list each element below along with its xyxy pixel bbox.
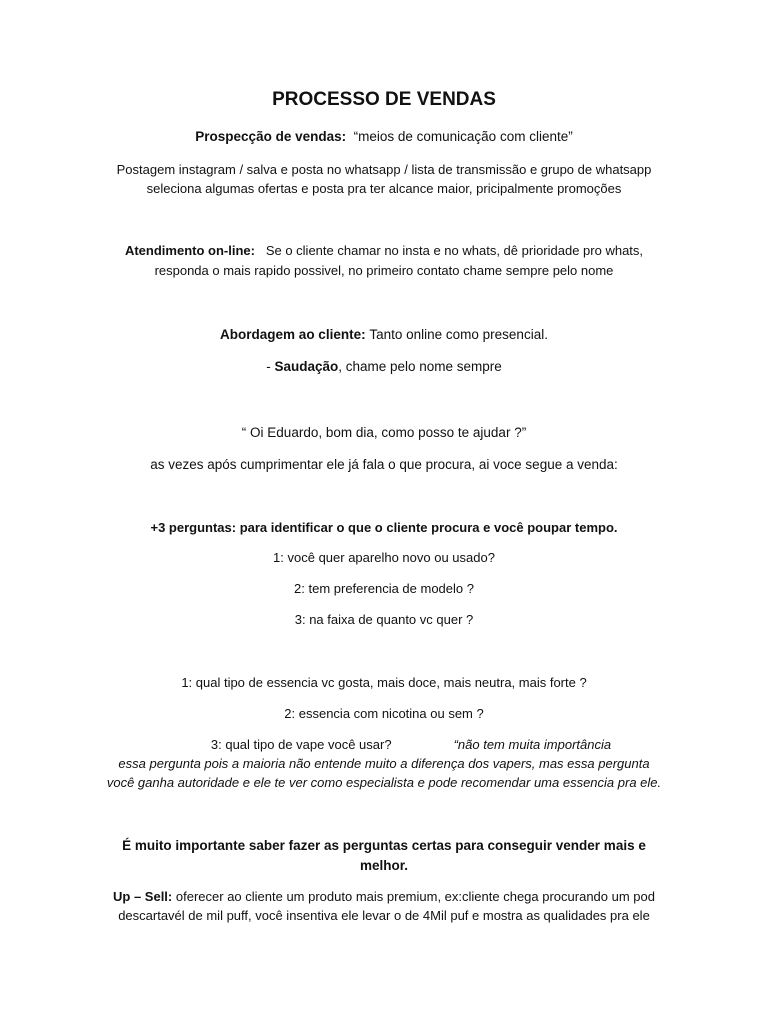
pergunta-2-3: 3: qual tipo de vape você usar?	[210, 737, 392, 752]
pergunta-note-2: essa pergunta pois a maioria não entende muito a diferença dos vapers, mas essa pergunta	[118, 756, 650, 771]
pergunta-note-3: você ganha autoridade e ele te ver como especialista e pode recomendar uma essencia pra ele.	[106, 775, 662, 790]
saudacao-label: Saudação	[274, 359, 339, 374]
atendimento-line-1	[0, 242, 768, 260]
pergunta-1-3: 3: na faixa de quanto vc quer ?	[294, 612, 474, 627]
upsell-label: Up – Sell:	[113, 889, 173, 904]
pergunta-2-3-row	[0, 736, 768, 754]
saudacao-line	[0, 358, 768, 376]
atendimento-label: Atendimento on-line:	[124, 243, 255, 258]
pergunta-2-1: 1: qual tipo de essencia vc gosta, mais doce, mais neutra, mais forte ?	[181, 675, 587, 690]
abordagem-label: Abordagem ao cliente:	[220, 327, 366, 342]
upsell-line-1	[0, 888, 768, 906]
pergunta-1-1: 1: você quer aparelho novo ou usado?	[273, 550, 495, 565]
prospeccao-line-1: Postagem instagram / salva e posta no whatsapp / lista de transmissão e grupo de whatsapp	[116, 162, 652, 177]
pergunta-2-2: 2: essencia com nicotina ou sem ?	[284, 706, 484, 721]
prospeccao-heading	[0, 128, 768, 146]
abordagem-text: Tanto online como presencial.	[369, 327, 548, 342]
abordagem-heading	[0, 326, 768, 344]
saudacao-prefix: -	[266, 359, 275, 374]
pergunta-1-2: 2: tem preferencia de modelo ?	[294, 581, 474, 596]
atendimento-line-2: responda o mais rapido possivel, no primeiro contato chame sempre pelo nome	[154, 263, 614, 278]
page-title: PROCESSO DE VENDAS	[272, 89, 496, 110]
abordagem-after: as vezes após cumprimentar ele já fala o que procura, ai voce segue a venda:	[150, 457, 618, 472]
importante-line-2: melhor.	[359, 858, 408, 873]
perguntas-heading: +3 perguntas: para identificar o que o cliente procura e você poupar tempo.	[150, 520, 618, 535]
upsell-line-2: descartavél de mil puff, você insentiva ele levar o de 4Mil puf e mostra as qualidades pra ele	[118, 908, 650, 923]
upsell-text: oferecer ao cliente um produto mais premium, ex:cliente chega procurando um pod	[175, 889, 655, 904]
atendimento-text: Se o cliente chamar no insta e no whats, dê prioridade pro whats,	[265, 243, 644, 258]
saudacao-text: , chame pelo nome sempre	[338, 359, 502, 374]
prospeccao-quote: “meios de comunicação com cliente”	[353, 129, 573, 144]
importante-line-1: É muito importante saber fazer as perguntas certas para conseguir vender mais e	[122, 838, 646, 853]
greeting-example: “ Oi Eduardo, bom dia, como posso te ajudar ?”	[241, 425, 527, 440]
prospeccao-label: Prospecção de vendas:	[195, 129, 347, 144]
prospeccao-line-2: seleciona algumas ofertas e posta pra ter alcance maior, pricipalmente promoções	[146, 181, 622, 196]
pergunta-note-1: “não tem muita importância	[453, 737, 612, 752]
